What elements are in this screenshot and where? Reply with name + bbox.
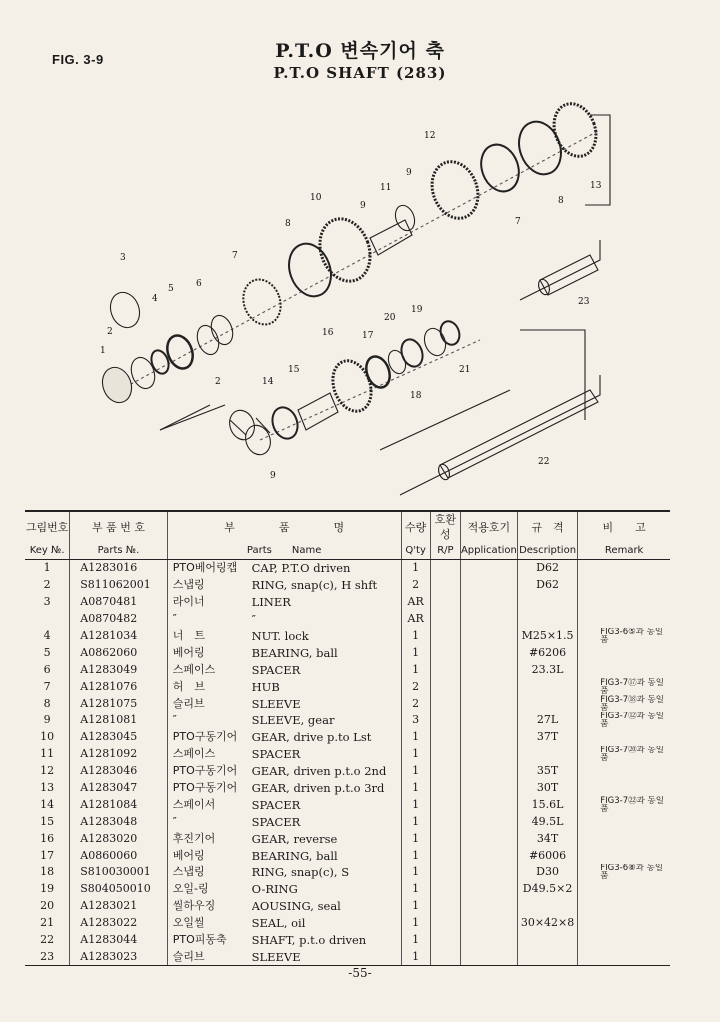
cell-app (460, 560, 517, 577)
cell-key: 23 (25, 948, 70, 965)
cell-app (460, 847, 517, 864)
page-number: -55- (348, 966, 372, 980)
table-row (25, 746, 670, 763)
cell-part: A1283044 (70, 932, 168, 949)
col-desc-kr: 규 격 (517, 511, 577, 542)
cell-rem (578, 915, 670, 932)
cell-name: CAP, P.T.O driven (251, 561, 351, 576)
table-row (25, 712, 670, 729)
col-name-kr: 부 품 명 (167, 511, 401, 542)
col-qty-en: Q'ty (401, 542, 430, 560)
table-row (25, 644, 670, 661)
cell-app (460, 830, 517, 847)
cell-desc: 34T (517, 830, 577, 847)
cell-desc: 49.5L (517, 813, 577, 830)
cell-rem: FIG3-7㉒과 동일품 (578, 796, 670, 813)
table-row (25, 847, 670, 864)
cell-part: A0862060 (70, 644, 168, 661)
cell-key: 10 (40, 730, 55, 744)
table-row (25, 830, 670, 847)
cell-rem: FIG3-7⑱과 동일품 (578, 695, 670, 712)
cell-desc (517, 678, 577, 695)
cell-name: O-RING (251, 882, 298, 897)
cell-rp (430, 746, 460, 763)
parts-table-body (25, 560, 670, 966)
cell-key: 19 (40, 882, 55, 896)
cell-part: A1281034 (70, 628, 168, 645)
cell-desc: 23.3L (517, 661, 577, 678)
cell-qty: 1 (401, 628, 430, 645)
cell-kor: PTO구동기어 (167, 780, 251, 797)
table-row (25, 881, 670, 898)
col-desc-en: Description (517, 542, 577, 560)
cell-rp (430, 915, 460, 932)
cell-key: 5 (43, 645, 51, 659)
cell-desc: #6006 (517, 847, 577, 864)
cell-rp (430, 948, 460, 965)
table-row (25, 594, 670, 611)
cell-rem: FIG3-7⑳과 동일품 (578, 746, 670, 763)
cell-part: A1281084 (70, 796, 168, 813)
table-row (25, 813, 670, 830)
callout-8b: 8 (558, 196, 564, 206)
cell-qty: 2 (401, 577, 430, 594)
cell-name: RING, snap(c), H shft (251, 578, 378, 593)
cell-kor: 너 트 (167, 628, 251, 645)
cell-kor: 라이너 (167, 594, 251, 611)
cell-rem (578, 898, 670, 915)
cell-app (460, 661, 517, 678)
cell-qty: 1 (401, 796, 430, 813)
cell-rem (578, 813, 670, 830)
cell-rp (430, 560, 460, 577)
cell-kor: ″ (167, 611, 251, 628)
cell-rp (430, 594, 460, 611)
page-title-english: P.T.O SHAFT (283) (273, 64, 447, 82)
cell-qty: 1 (401, 898, 430, 915)
col-rem-en: Remark (578, 542, 670, 560)
cell-name: SLEEVE (252, 948, 401, 965)
cell-app (460, 881, 517, 898)
cell-qty: 1 (401, 780, 430, 797)
cell-key: 1 (43, 561, 51, 575)
callout-17: 17 (362, 331, 374, 341)
cell-app (460, 628, 517, 645)
cell-key: 15 (40, 814, 55, 828)
cell-rem (578, 780, 670, 797)
cell-rp (430, 847, 460, 864)
cell-app (460, 644, 517, 661)
cell-rp (430, 661, 460, 678)
cell-rem (578, 948, 670, 965)
cell-app (460, 796, 517, 813)
cell-name: GEAR, reverse (251, 831, 338, 846)
cell-desc (517, 594, 577, 611)
cell-app (460, 932, 517, 949)
cell-qty: 1 (401, 746, 430, 763)
cell-rem (578, 661, 670, 678)
cell-part: A1283020 (70, 830, 168, 847)
cell-rp (430, 881, 460, 898)
cell-part: A1283049 (70, 661, 168, 678)
table-row (25, 729, 670, 746)
cell-key: 8 (43, 696, 51, 710)
cell-name: SHAFT, p.t.o driven (251, 933, 367, 948)
cell-name: SPACER (251, 814, 301, 829)
cell-kor: 스냅링 (167, 864, 251, 881)
col-qty-kr: 수량 (401, 511, 430, 542)
cell-part: A1283016 (70, 560, 168, 577)
callout-13: 13 (590, 181, 602, 191)
cell-rem (578, 729, 670, 746)
cell-kor: 스페이서 (167, 796, 251, 813)
cell-rem: FIG3-6⑤과 동일품 (578, 628, 670, 645)
cell-part: A1281081 (70, 712, 168, 729)
table-row (25, 611, 670, 628)
cell-rem (578, 577, 670, 594)
cell-key: 4 (43, 629, 51, 642)
col-app-en: Application (460, 542, 517, 560)
callout-12: 12 (424, 131, 436, 141)
cell-rp (430, 695, 460, 712)
callout-2b: 2 (215, 377, 221, 387)
callout-16: 16 (322, 328, 334, 338)
cell-rem (578, 644, 670, 661)
cell-part: A1281092 (70, 746, 168, 763)
cell-desc (517, 898, 577, 915)
cell-app (460, 763, 517, 780)
cell-part: A1283046 (70, 763, 168, 780)
cell-rem: FIG3-6⑧과 동일품 (578, 864, 670, 881)
cell-rem: FIG3-7⑰과 동일품 (578, 678, 670, 695)
table-row (25, 864, 670, 881)
cell-qty: 1 (401, 932, 430, 949)
cell-kor: PTO베어링캡 (167, 560, 251, 577)
cell-qty: AR (401, 611, 430, 628)
cell-rp (430, 932, 460, 949)
cell-qty: 1 (401, 948, 430, 965)
cell-qty: 1 (401, 763, 430, 780)
cell-name: GEAR, driven p.t.o 3rd (251, 781, 385, 796)
cell-kor: 허 브 (167, 678, 251, 695)
cell-key: 21 (40, 916, 55, 930)
callout-10: 10 (310, 193, 322, 203)
table-row (25, 577, 670, 594)
col-key-en: Key №. (25, 542, 70, 560)
cell-qty: 1 (401, 729, 430, 746)
cell-name: BEARING, ball (251, 645, 338, 660)
cell-kor: PTO구동기어 (167, 729, 251, 746)
callout-8: 8 (285, 219, 291, 229)
cell-qty: 1 (401, 661, 430, 678)
table-row (25, 763, 670, 780)
cell-rp (430, 678, 460, 695)
callout-9c: 9 (270, 471, 276, 481)
cell-key: 16 (40, 831, 55, 845)
cell-part: A1283022 (70, 915, 168, 932)
cell-rem (578, 763, 670, 780)
callout-9b: 9 (406, 168, 412, 178)
cell-desc: 27L (517, 712, 577, 729)
cell-desc: D62 (517, 560, 577, 577)
cell-rp (430, 780, 460, 797)
cell-rp (430, 864, 460, 881)
cell-app (460, 746, 517, 763)
table-row (25, 661, 670, 678)
parts-table (25, 510, 670, 966)
cell-rp (430, 611, 460, 628)
cell-name: BEARING, ball (251, 848, 338, 863)
cell-desc: D62 (517, 577, 577, 594)
cell-rem: FIG3-7⑫과 동일품 (578, 712, 670, 729)
cell-part: A1283048 (70, 813, 168, 830)
callout-5: 5 (168, 284, 174, 294)
col-name-en: Parts Name (167, 542, 401, 560)
cell-key: 12 (40, 764, 55, 778)
col-parts-kr: 부 품 번 호 (70, 511, 168, 542)
callout-7b: 7 (515, 217, 521, 227)
cell-part: A1281076 (70, 678, 168, 695)
cell-qty: AR (401, 594, 430, 611)
cell-desc (517, 695, 577, 712)
cell-key: 14 (40, 797, 55, 811)
table-row (25, 628, 670, 645)
table-row (25, 932, 670, 949)
cell-rp (430, 712, 460, 729)
cell-part: A0870482 (70, 611, 168, 628)
cell-app (460, 729, 517, 746)
cell-rp (430, 644, 460, 661)
cell-kor: 오일-링 (167, 881, 251, 898)
diagram-callouts (100, 131, 602, 481)
cell-name: GEAR, drive p.to Lst (251, 730, 372, 745)
callout-19: 19 (411, 305, 423, 315)
cell-rp (430, 763, 460, 780)
cell-kor: 슬리브 (167, 948, 251, 965)
table-row (25, 695, 670, 712)
cell-rem (578, 611, 670, 628)
callout-7: 7 (232, 251, 238, 261)
cell-key: 6 (43, 662, 51, 676)
cell-desc: 37T (517, 729, 577, 746)
cell-key: 11 (40, 747, 55, 761)
figure-label: FIG. 3-9 (52, 52, 104, 67)
cell-desc: D30 (517, 864, 577, 881)
callout-9: 9 (360, 201, 366, 211)
cell-name: SLEEVE (251, 696, 301, 711)
cell-app (460, 948, 517, 965)
cell-key: 20 (40, 899, 55, 913)
cell-kor: 베어링 (167, 644, 251, 661)
table-row (25, 796, 670, 813)
cell-name: SPACER (251, 797, 301, 812)
cell-key: 3 (43, 595, 51, 609)
cell-kor: 스냅링 (167, 577, 251, 594)
callout-22: 22 (538, 457, 550, 467)
cell-kor: ″ (167, 712, 251, 729)
cell-app (460, 712, 517, 729)
cell-app (460, 594, 517, 611)
cell-part: A0870481 (70, 594, 168, 611)
cell-name: SPACER (251, 747, 301, 762)
cell-rp (430, 830, 460, 847)
cell-desc: 30T (517, 780, 577, 797)
callout-2: 2 (107, 327, 113, 337)
cell-key: 18 (40, 865, 55, 879)
exploded-parts-diagram (0, 90, 720, 510)
cell-part: A0860060 (70, 847, 168, 864)
cell-part: S804050010 (70, 881, 168, 898)
col-rp-kr: 호환성 (430, 511, 460, 542)
cell-part: A1283045 (70, 729, 168, 746)
callout-23: 23 (578, 297, 590, 307)
cell-kor: 후진기어 (167, 830, 251, 847)
cell-kor: PTO피동축 (167, 932, 251, 949)
callout-18: 18 (410, 391, 422, 401)
table-row (25, 780, 670, 797)
callout-20: 20 (384, 313, 396, 323)
callout-1: 1 (100, 346, 106, 356)
cell-kor: ″ (167, 813, 251, 830)
cell-desc: 30×42×8 (517, 915, 577, 932)
cell-rp (430, 577, 460, 594)
cell-kor: 스페이스 (167, 746, 251, 763)
cell-app (460, 915, 517, 932)
cell-kor: 베어링 (167, 847, 251, 864)
cell-qty: 1 (401, 813, 430, 830)
cell-qty: 1 (401, 644, 430, 661)
cell-kor: 스페이스 (167, 661, 251, 678)
cell-name: SLEEVE, gear (251, 713, 335, 728)
cell-name: GEAR, driven p.t.o 2nd (251, 764, 387, 779)
cell-key: 17 (40, 848, 55, 862)
cell-desc: #6206 (517, 644, 577, 661)
cell-rem (578, 560, 670, 577)
cell-desc (517, 746, 577, 763)
callout-4: 4 (152, 294, 158, 304)
cell-name: HUB (251, 679, 280, 694)
cell-rp (430, 898, 460, 915)
cell-kor: 오일씰 (167, 915, 251, 932)
cell-app (460, 678, 517, 695)
cell-app (460, 864, 517, 881)
callout-11: 11 (380, 183, 392, 193)
cell-app (460, 780, 517, 797)
cell-key: 13 (40, 781, 55, 795)
cell-rem (578, 594, 670, 611)
callout-6: 6 (196, 279, 202, 289)
cell-desc: D49.5×2 (517, 881, 577, 898)
callout-21: 21 (459, 365, 471, 375)
table-row (25, 678, 670, 695)
table-row (25, 915, 670, 932)
cell-rem (578, 830, 670, 847)
cell-part: A1283023 (70, 948, 168, 965)
cell-key: 2 (43, 578, 51, 592)
cell-qty: 2 (401, 678, 430, 695)
cell-part: S811062001 (70, 577, 168, 594)
col-rem-kr: 비 고 (578, 511, 670, 542)
cell-kor: PTO구동기어 (167, 763, 251, 780)
cell-app (460, 695, 517, 712)
cell-name: ″ (251, 612, 256, 627)
cell-qty: 1 (401, 915, 430, 932)
cell-desc: 35T (517, 763, 577, 780)
col-app-kr: 적용호기 (460, 511, 517, 542)
cell-key: 7 (43, 679, 51, 693)
col-rp-en: R/P (430, 542, 460, 560)
cell-qty: 2 (401, 695, 430, 712)
cell-key: 22 (40, 933, 55, 947)
cell-qty: 1 (401, 847, 430, 864)
cell-desc (517, 932, 577, 949)
table-row (25, 898, 670, 915)
cell-key: 9 (43, 713, 51, 727)
callout-15: 15 (288, 365, 300, 375)
cell-part: A1283047 (70, 780, 168, 797)
cell-app (460, 611, 517, 628)
col-key-kr: 그림번호 (25, 511, 70, 542)
cell-qty: 3 (401, 712, 430, 729)
table-row (25, 948, 670, 965)
cell-part: A1281075 (70, 695, 168, 712)
cell-name: SPACER (251, 662, 301, 677)
cell-rp (430, 796, 460, 813)
cell-app (460, 577, 517, 594)
cell-rem (578, 932, 670, 949)
cell-name: NUT. lock (251, 629, 309, 643)
cell-desc: M25×1.5 (517, 628, 577, 645)
cell-rp (430, 729, 460, 746)
cell-kor: 슬리브 (167, 695, 251, 712)
callout-14: 14 (262, 377, 274, 387)
cell-name: LINER (251, 595, 291, 610)
cell-desc (517, 948, 577, 965)
cell-qty: 1 (401, 560, 430, 577)
cell-part: A1283021 (70, 898, 168, 915)
cell-qty: 1 (401, 881, 430, 898)
cell-rp (430, 813, 460, 830)
page-title-korean: P.T.O 변속기어 축 (275, 40, 445, 62)
cell-desc (517, 611, 577, 628)
cell-desc: 15.6L (517, 796, 577, 813)
cell-app (460, 813, 517, 830)
cell-rem (578, 881, 670, 898)
callout-3: 3 (120, 253, 126, 263)
col-parts-en: Parts №. (70, 542, 168, 560)
cell-qty: 1 (401, 864, 430, 881)
cell-name: RING, snap(c), S (251, 865, 350, 880)
cell-qty: 1 (401, 830, 430, 847)
cell-name: SEAL, oil (251, 916, 306, 931)
cell-rp (430, 628, 460, 645)
cell-rem (578, 847, 670, 864)
cell-kor: 씰하우징 (167, 898, 251, 915)
cell-key (25, 611, 70, 628)
cell-name: AOUSING, seal (251, 899, 341, 914)
table-row (25, 560, 670, 577)
cell-app (460, 898, 517, 915)
cell-part: S810030001 (70, 864, 168, 881)
